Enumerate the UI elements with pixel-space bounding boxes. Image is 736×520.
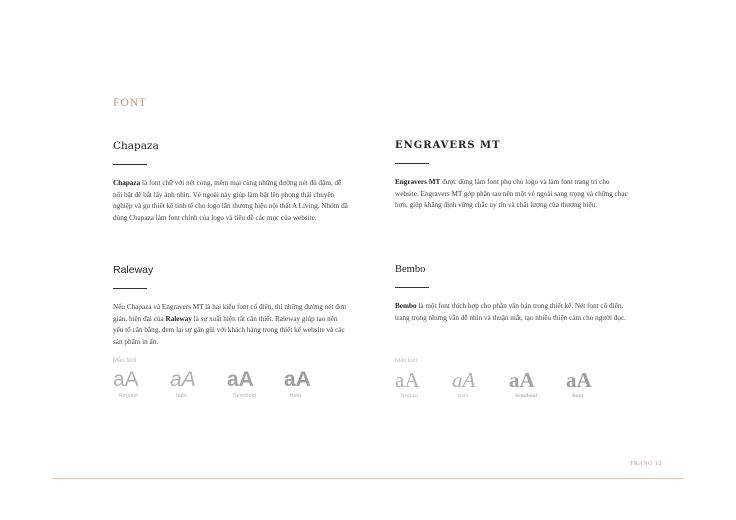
heading-rule	[395, 287, 429, 288]
specimen-row	[395, 368, 623, 399]
heading-rule	[113, 164, 147, 165]
heading-rule	[395, 163, 429, 164]
glyph-sample: aA	[566, 368, 592, 392]
description-text: là font chữ với nét cong, mềm mại cùng những đường nét đủ đậm, dễ nổi bật để bắt lấy ánh nhìn. Vẻ ngoài này giúp làm bật lên phong thái chuyên nghiệp và gu thiết kế tinh tế cho logo lẫn thương hiệu nội thất A Living. Nhóm đã dùng Chapaza làm font chính của logo và tiêu đề các mục của website.	[113, 179, 348, 222]
font-heading: Raleway	[113, 264, 154, 276]
description-text: là một font thích hợp cho phần văn bản trong thiết kế. Nét font cổ điển, trang trọng nhưng vẫn dễ nhìn và thuận mắt, tạo nhiều thiện cảm cho người đọc.	[395, 302, 626, 322]
specimen-row	[113, 368, 341, 399]
specimen-semibold	[509, 368, 566, 399]
description-text: Nếu Chapaza và Engravers MT là hai kiểu font cổ điển, thì những đường nét đơn giản, hiện đại của	[113, 303, 347, 323]
specimen-label: Mẫu font	[113, 358, 137, 364]
description-text: là sự xuất hiện rất cân thiết. Raleway giúp tạo nên yếu tố cân bằng, đem lại sự gần gũi với khách hàng trong thiết kế website và các sản phẩm in ấn.	[113, 314, 345, 346]
font-block-bembo	[395, 264, 631, 324]
font-specimen-serif	[395, 358, 623, 399]
font-name-bold: Chapaza	[113, 179, 141, 187]
font-heading: Bembo	[395, 264, 426, 275]
font-specimen-sans	[113, 358, 341, 399]
weight-name: Regular	[119, 393, 139, 399]
glyph-sample: aA	[452, 368, 476, 392]
description-text: được dùng làm font phụ cho logo và làm font trang trí cho website. Engravers MT góp phần tạo nên một vẻ ngoài sang trọng và chững chạc hơn, giúp khẳng định vững chắc uy tín và chất lượng của thương hiệu.	[395, 178, 628, 209]
glyph-sample: aA	[113, 368, 139, 391]
specimen-bold	[284, 368, 341, 399]
section-title: FONT	[113, 95, 147, 109]
specimen-label: Mẫu font	[395, 358, 418, 364]
font-description	[395, 301, 631, 324]
specimen-regular	[395, 368, 452, 399]
glyph-sample: aA	[227, 368, 254, 391]
specimen-semibold	[227, 368, 284, 399]
footer-divider	[52, 478, 684, 479]
font-name-bold: Raleway	[165, 314, 192, 323]
glyph-sample: aA	[509, 368, 535, 392]
weight-name: Regular	[401, 393, 419, 399]
specimen-italic	[170, 368, 227, 399]
weight-name: Italic	[176, 393, 188, 399]
font-heading: ENGRAVERS MT	[395, 140, 501, 151]
font-description	[113, 302, 349, 348]
specimen-regular	[113, 368, 170, 399]
weight-name: Bold	[572, 393, 584, 399]
font-name-bold: Engravers MT	[395, 178, 441, 186]
specimen-italic	[452, 368, 509, 399]
font-block-chapaza	[113, 140, 349, 224]
specimen-bold	[566, 368, 623, 399]
font-description	[395, 177, 631, 212]
font-block-engravers	[395, 140, 631, 212]
weight-name: Italic	[458, 393, 470, 399]
font-block-raleway	[113, 264, 349, 348]
heading-rule	[113, 288, 147, 289]
glyph-sample: aA	[284, 368, 311, 391]
weight-name: Bold	[290, 393, 302, 399]
glyph-sample: aA	[170, 368, 196, 391]
page-number: TRANG 12	[629, 461, 662, 467]
font-description	[113, 178, 349, 224]
font-name-bold: Bembo	[395, 302, 417, 310]
glyph-sample: aA	[395, 368, 420, 392]
font-heading: Chapaza	[113, 140, 159, 152]
weight-name: Semibold	[515, 393, 538, 399]
weight-name: Semibold	[233, 393, 256, 399]
